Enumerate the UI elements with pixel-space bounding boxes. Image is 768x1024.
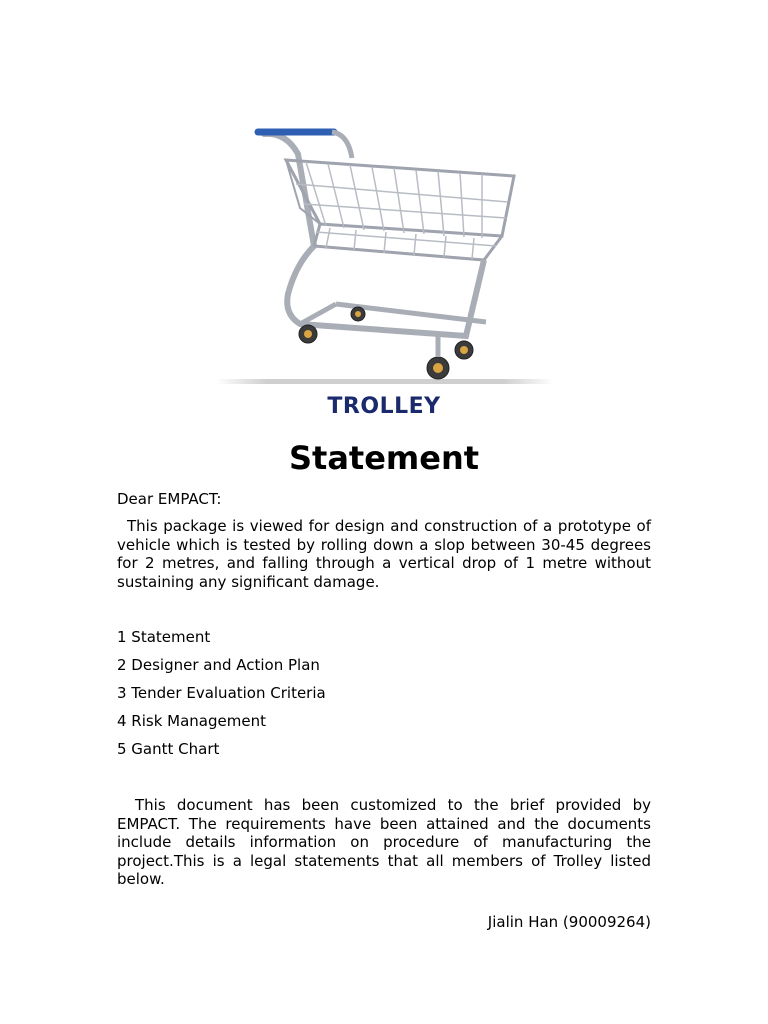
contents-list [117,627,326,767]
closing-paragraph: This document has been customized to the brief provided by EMPACT. The requirements have been attained and the documents include details information on procedure of manufacturing the project.This is a legal statements that all members of Trolley listed below. [117,796,651,888]
list-item: 2 Designer and Action Plan [117,656,320,674]
greeting-line: Dear EMPACT: [117,490,222,508]
trolley-icon [216,124,554,386]
list-item: 1 Statement [117,628,211,646]
document-title: TROLLEY [327,394,441,419]
list-item: 5 Gantt Chart [117,740,220,758]
signature-line: Jialin Han (90009264) [487,913,651,931]
shopping-trolley-image [216,124,554,386]
list-item: 3 Tender Evaluation Criteria [117,684,326,702]
intro-paragraph: This package is viewed for design and construction of a prototype of vehicle which is tested by rolling down a slop between 30-45 degrees for 2 metres, and falling through a vertical drop of 1 metre without sustaining any significant damage. [117,517,651,591]
section-heading: Statement [288,439,480,477]
list-item: 4 Risk Management [117,712,266,730]
